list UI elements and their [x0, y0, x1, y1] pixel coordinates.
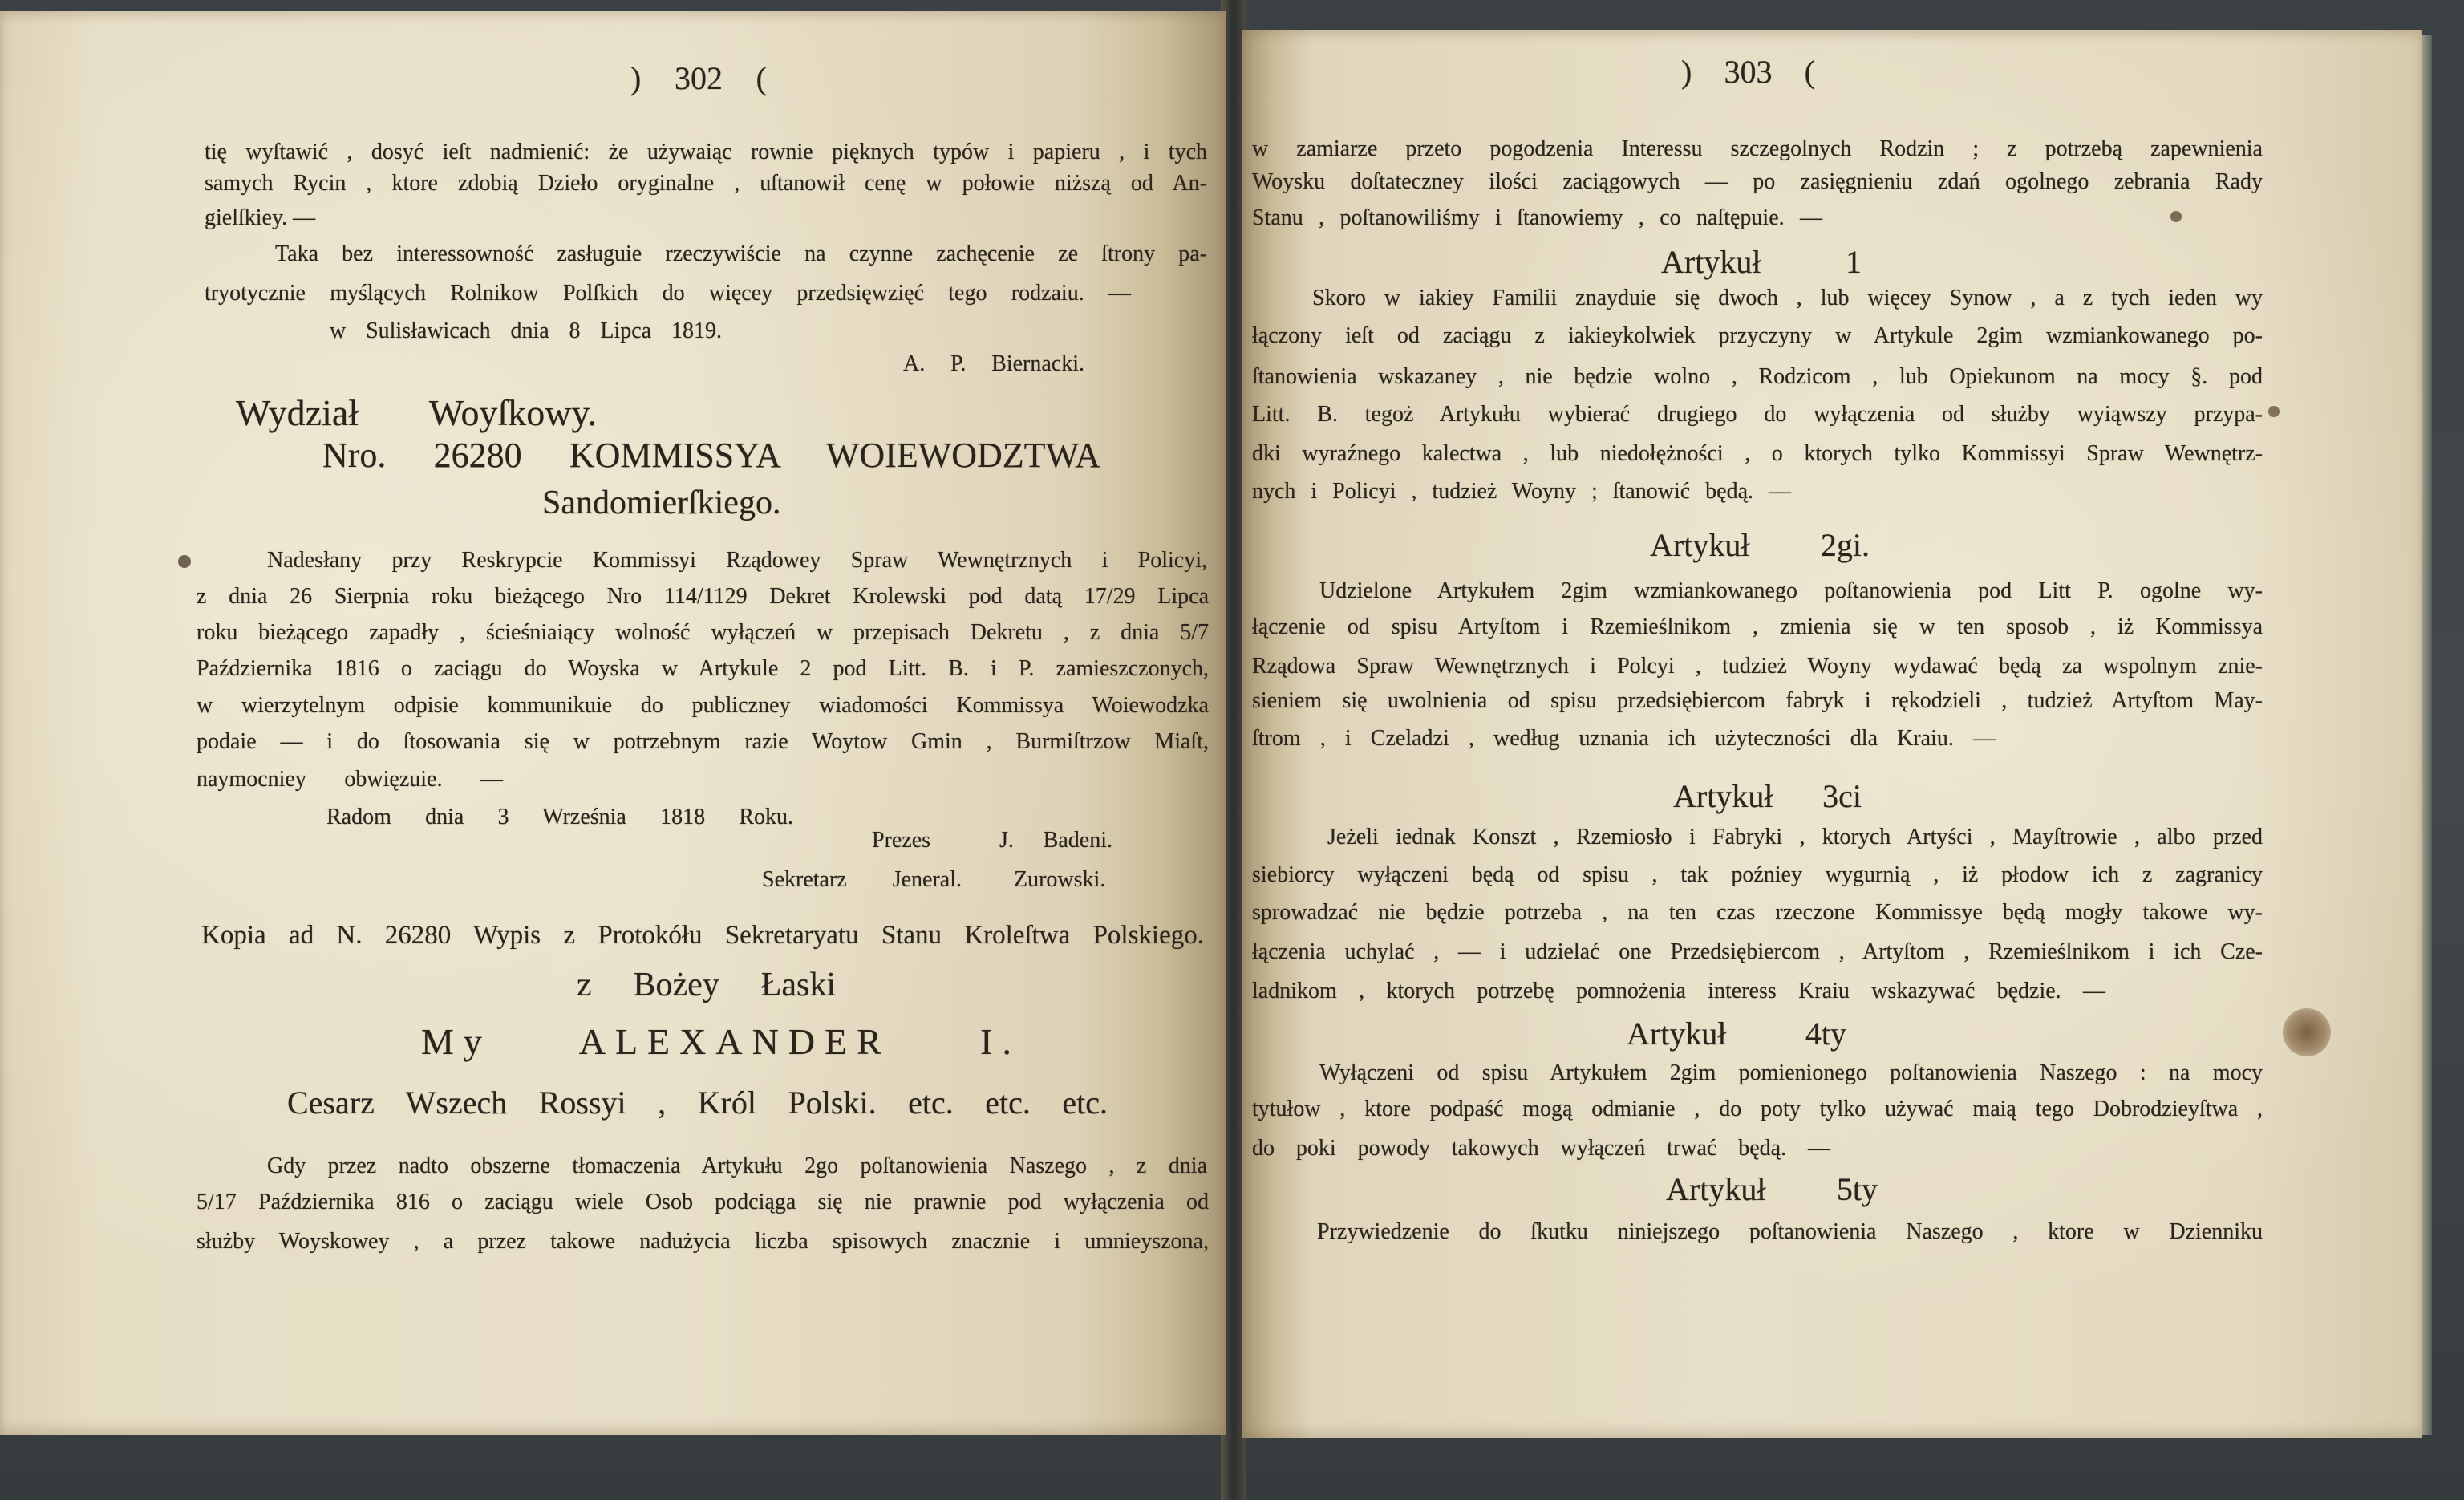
place-date-line: w Sulisławicach dnia 8 Lipca 1819. — [330, 318, 722, 343]
text-line: samych Rycin , ktore zdobią Dzieło oryginalne , uſtanowił cenę w połowie niższą od An- — [205, 171, 1207, 196]
text-line: tytułow , ktore podpaść mogą odmianie , do poty tylko używać maią tego Dobrodzieyſtwa , — [1252, 1097, 2263, 1121]
ink-stain — [178, 555, 191, 568]
text-line: ſtanowienia wskazaney , nie będzie wolno , Rodzicom , lub Opiekunom na mocy §. pod — [1252, 364, 2263, 389]
ink-stain — [2170, 211, 2182, 222]
text-line: ſtrom , i Czeladzi , według uznania ich użyteczności dla Kraiu. — — [1252, 726, 1996, 751]
commission-heading: Nro. 26280 KOMMISSYA WOIEWODZTWA — [322, 436, 1100, 475]
text-line: Udzielone Artykułem 2gim wzmiankowanego poſtanowienia pod Litt P. ogolne wy- — [1319, 578, 2263, 603]
text-line: roku bieżącego zapadły , ścieśniaiący wolność wyłączeń w przepisach Dekretu , z dnia 5/7 — [197, 620, 1209, 645]
text-line: Rządowa Spraw Wewnętrznych i Polcyi , tudzież Woyny wydawać będą za wspolnym znie- — [1252, 654, 2263, 679]
page-number: ) 303 ( — [1681, 54, 1815, 90]
text-line: do poki powody takowych wyłączeń trwać będą. — — [1252, 1136, 1830, 1161]
ink-stain — [2268, 406, 2280, 417]
text-line: 5/17 Października 816 o zaciągu wiele Osob podciąga się nie prawnie pod wyłączenia od — [197, 1190, 1209, 1214]
text-line: gielſkiey. — — [205, 205, 316, 230]
text-line: Jeżeli iednak Konszt , Rzemiosło i Fabryki , ktorych Artyści , Mayſtrowie , albo przed — [1327, 825, 2263, 849]
text-line: Skoro w iakiey Familii znayduie się dwoch , lub więcey Synow , a z tych ieden wy — [1312, 286, 2263, 310]
text-line: sprowadzać nie będzie potrzeba , na ten czas rzeczone Kommissye będą mogły takowe wy- — [1252, 900, 2263, 925]
copy-heading: Kopia ad N. 26280 Wypis z Protokółu Sekretaryatu Stanu Kroleſtwa Polskiego. — [201, 921, 1204, 950]
grace-heading: z Bożey Łaski — [577, 967, 836, 1003]
text-line: z dnia 26 Sierpnia roku bieżącego Nro 114/1129 Dekret Krolewski pod datą 17/29 Lipca — [197, 584, 1209, 609]
left-page — [0, 11, 1226, 1435]
text-line: łączony ieſt od zaciągu z iakieykolwiek przyczyny w Artykule 2gim wzmiankowanego po- — [1252, 323, 2263, 348]
secretary-name: Zurowski. — [1014, 867, 1106, 892]
date-line: Radom dnia 3 Września 1818 Roku. — [326, 805, 793, 829]
text-line: Gdy przez nadto obszerne tłomaczenia Artykułu 2go poſtanowienia Naszego , z dnia — [267, 1153, 1207, 1178]
text-line: Wyłączeni od spisu Artykułem 2gim pomienionego poſtanowienia Naszego : na mocy — [1319, 1060, 2263, 1085]
section-heading: Wydział Woyſkowy. — [236, 392, 597, 433]
president-name: J. Badeni. — [999, 828, 1112, 853]
text-line: dki wyraźnego kalectwa , lub niedołężności , o ktorych tylko Kommissyi Spraw Wewnętrz- — [1252, 441, 2263, 466]
text-line: nych i Policyi , tudzież Woyny ; ſtanowić będą. — — [1252, 479, 1791, 504]
article-heading: Artykuł 5ty — [1666, 1171, 1878, 1207]
text-line: służby Woyskowey , a przez takowe nadużycia liczba spisowych znacznie i umnieyszona, — [197, 1229, 1209, 1254]
text-line: Października 1816 o zaciągu do Woyska w Artykule 2 pod Litt. B. i P. zamieszczonych, — [197, 656, 1209, 681]
titles-heading: Cesarz Wszech Rossyi , Król Polski. etc. etc. etc. — [287, 1084, 1108, 1121]
article-heading: Artykuł 3ci — [1673, 778, 1862, 814]
text-line: tryotycznie myślących Rolnikow Polſkich do więcey przedsięwzięć tego rodzaiu. — — [205, 281, 1131, 306]
text-line: Woysku doſtateczney ilości zaciągowych — po zasięgnieniu zdań ogolnego zebrania Rady — [1252, 169, 2263, 194]
text-line: Taka bez interessowność zasługuie rzeczywiście na czynne zachęcenie ze ſtrony pa- — [275, 241, 1207, 266]
text-line: naymocniey obwięzuie. — — [197, 767, 503, 792]
text-line: tię wyſtawić , dosyć ieſt nadmienić: że używaiąc rownie pięknych typów i papieru , i tych — [205, 140, 1207, 164]
text-line: Nadesłany przy Reskrypcie Kommissyi Rządowey Spraw Wewnętrznych i Policyi, — [267, 548, 1207, 573]
text-line: Litt. B. tegoż Artykułu wybierać drugiego do wyłączenia od służby wyiąwszy przypa- — [1252, 402, 2263, 427]
article-heading: Artykuł 1 — [1661, 244, 1862, 280]
text-line: w zamiarze przeto pogodzenia Interessu szczegolnych Rodzin ; z potrzebą zapewnienia — [1252, 136, 2263, 161]
text-line: podaie — i do ſtosowania się w potrzebnym razie Woytow Gmin , Burmiſtrzow Miaſt, — [197, 729, 1209, 754]
secretary-title: Sekretarz Jeneral. — [762, 867, 962, 892]
commission-subheading: Sandomierſkiego. — [542, 484, 781, 521]
text-line: Przywiedzenie do ſkutku niniejszego poſtanowienia Naszego , ktore w Dzienniku — [1317, 1219, 2263, 1244]
text-line: ladnikom , ktorych potrzebę pomnożenia interess Kraiu wskazywać będzie. — — [1252, 979, 2105, 1003]
article-heading: Artykuł 2gi. — [1650, 527, 1870, 563]
article-heading: Artykuł 4ty — [1627, 1016, 1846, 1052]
monarch-heading: My ALEXANDER I. — [421, 1021, 1021, 1062]
right-page — [1242, 30, 2422, 1438]
text-line: łączenie od spisu Artyſtom i Rzemieślnikom , zmienia się w ten sposob , iż Kommissya — [1252, 614, 2263, 639]
signature: A. P. Biernacki. — [903, 351, 1084, 376]
text-line: w wierzytelnym odpisie kommunikuie do publiczney wiadomości Kommissya Woiewodzka — [197, 693, 1209, 718]
president-title: Prezes — [872, 828, 931, 853]
ink-stain — [2283, 1008, 2331, 1056]
page-edges — [2422, 35, 2432, 1435]
text-line: Stanu , poſtanowiliśmy i ſtanowiemy , co naſtępuie. — — [1252, 205, 1822, 230]
page-number: ) 302 ( — [630, 60, 767, 96]
text-line: siebiorcy wyłączeni będą od spisu , tak poźniey wygurnią , iż płodow ich z zagranicy — [1252, 862, 2263, 887]
text-line: sieniem się uwolnienia od spisu przedsiębiercom fabryk i rękodzieli , tudzież Artyſtom May- — [1252, 688, 2263, 713]
text-line: łączenia uchylać , — i udzielać one Przedsiębiercom , Artyſtom , Rzemieślnikom i ich Cze- — [1252, 939, 2263, 964]
